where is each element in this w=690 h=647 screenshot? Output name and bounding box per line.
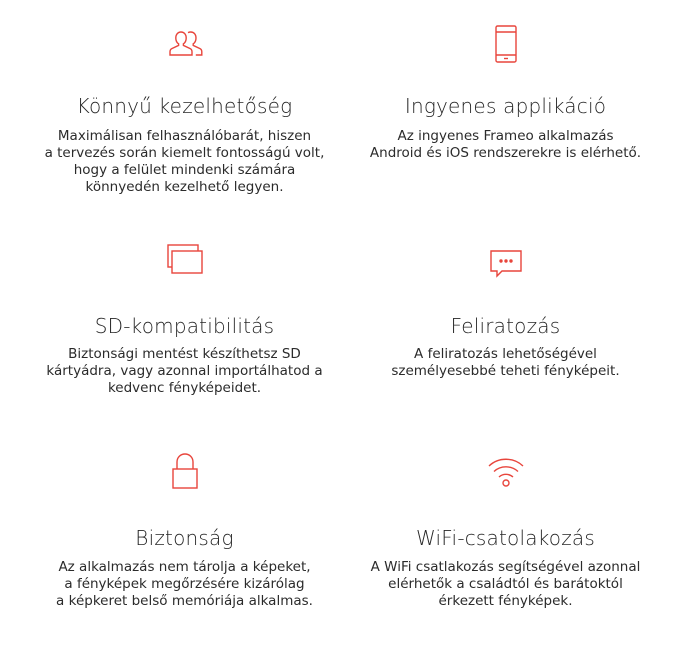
feature-title: Biztonság bbox=[135, 526, 234, 550]
wifi-icon bbox=[333, 449, 678, 493]
feature-title: WiFi-csatolakozás bbox=[416, 526, 595, 550]
feature-title: Könnyű kezelhetőség bbox=[76, 94, 293, 118]
description-line: Maximálisan felhasználóbarát, hiszen bbox=[57, 128, 312, 144]
stacked-cards-icon bbox=[12, 238, 357, 282]
smartphone-icon bbox=[333, 22, 678, 66]
description-line: személyesebbé teheti fényképeit. bbox=[391, 363, 620, 379]
feature-title: Ingyenes applikáció bbox=[404, 94, 607, 118]
description-line: érkezett fényképek. bbox=[438, 593, 573, 609]
description-line: kártyádra, vagy azonnal importálhatod a bbox=[46, 363, 323, 379]
description-line: hogy a felület mindenki számára bbox=[73, 162, 296, 178]
description-line: a fényképek megőrzésére kizárólag bbox=[64, 576, 305, 592]
description-line: elérhetők a családtól és barátoktól bbox=[388, 576, 623, 592]
users-icon bbox=[12, 22, 357, 66]
description-line: A feliratozás lehetőségével bbox=[414, 346, 597, 362]
chat-bubble-icon bbox=[333, 242, 678, 286]
feature-title: SD-kompatibilitás bbox=[94, 314, 275, 338]
description-line: Biztonsági mentést készíthetsz SD bbox=[68, 346, 301, 362]
feature-description bbox=[333, 559, 678, 610]
lock-icon bbox=[12, 449, 357, 493]
feature-description bbox=[12, 559, 357, 610]
feature-title: Feliratozás bbox=[450, 314, 561, 338]
description-line: Az ingyenes Frameo alkalmazás bbox=[397, 128, 614, 144]
description-line: Az alkalmazás nem tárolja a képeket, bbox=[58, 559, 311, 575]
feature-description bbox=[12, 346, 357, 397]
feature-description bbox=[12, 128, 357, 196]
description-line: a tervezés során kiemelt fontosságú volt, bbox=[44, 145, 325, 161]
feature-description bbox=[333, 346, 678, 380]
description-line: könnyedén kezelhető legyen. bbox=[85, 179, 284, 195]
feature-description bbox=[333, 128, 678, 162]
description-line: A WiFi csatlakozás segítségével azonnal bbox=[370, 559, 641, 575]
description-line: kedvenc fényképeidet. bbox=[107, 380, 262, 396]
description-line: a képkeret belső memóriája alkalmas. bbox=[56, 593, 313, 609]
description-line: Android és iOS rendszerekre is elérhető. bbox=[369, 145, 642, 161]
